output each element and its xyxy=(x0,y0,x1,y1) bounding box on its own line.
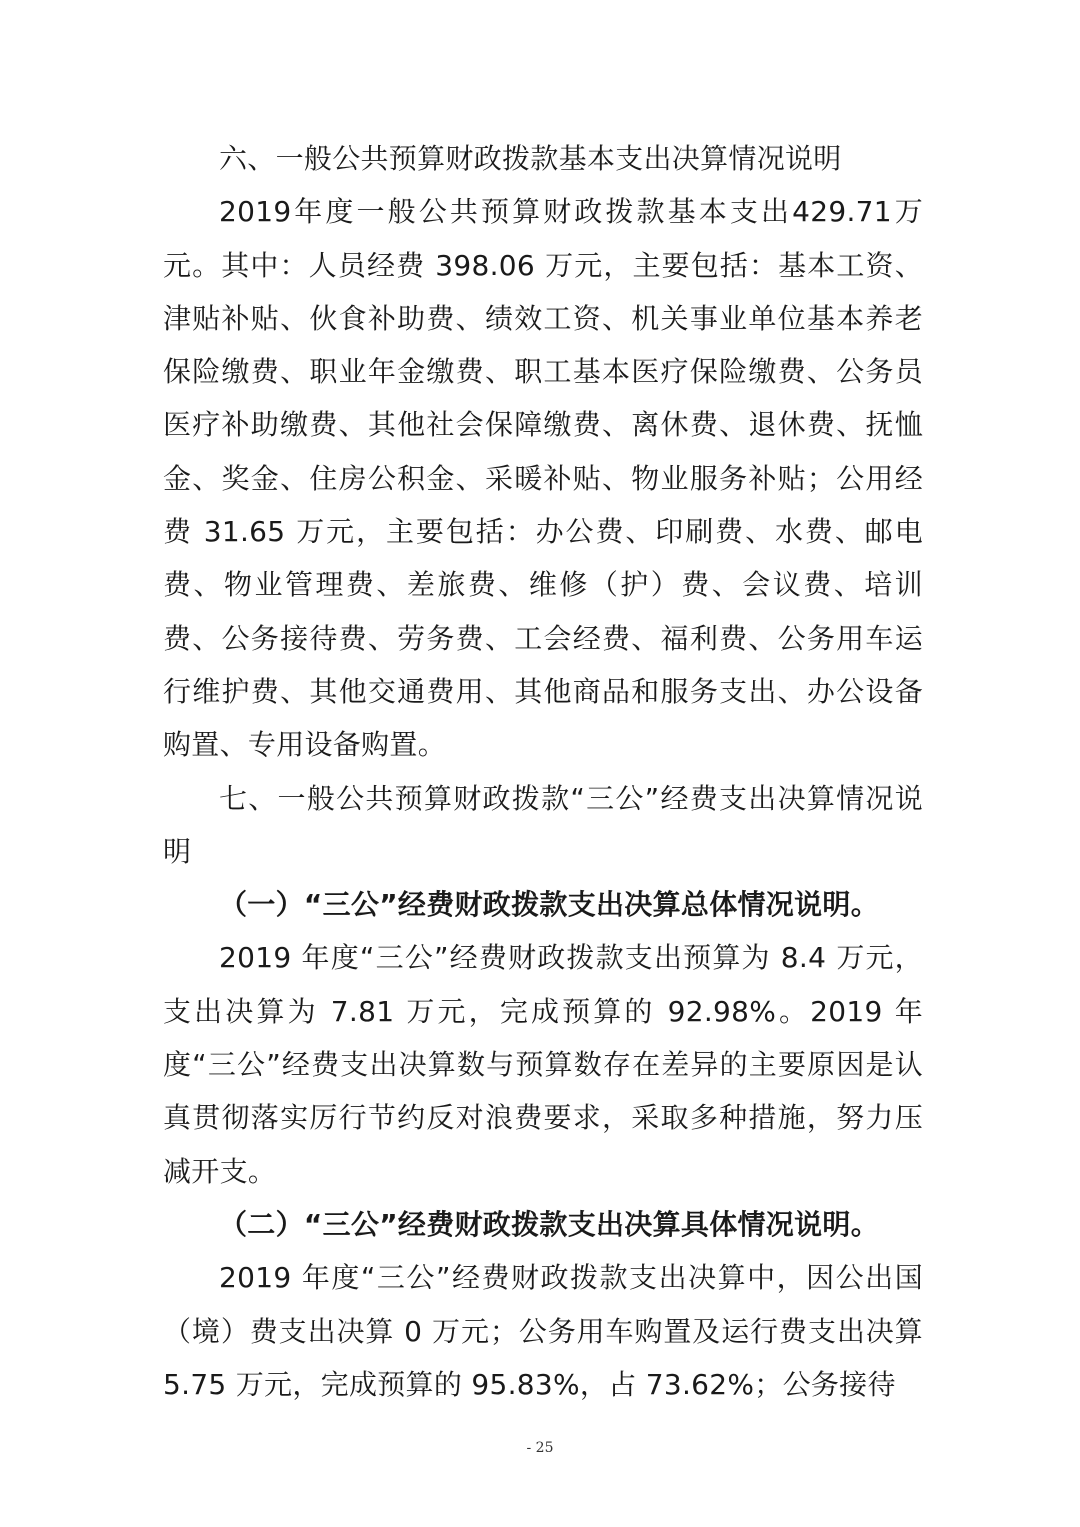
overall-summary-paragraph: 2019 年度“三公”经费财政拨款支出预算为 8.4 万元，支出决算为 7.81 万元，完成预算的 92.98%。2019 年度“三公”经费支出决算数与预算数存在差异的主要原因是认真贯彻落实厉行节约反对浪费要求，采取多种措施，努力压减开支。 xyxy=(163,941,923,1188)
subheading-overall: （一）“三公”经费财政拨款支出决算总体情况说明。 xyxy=(219,888,880,922)
subheading-specific: （二）“三公”经费财政拨款支出决算具体情况说明。 xyxy=(219,1207,880,1241)
page-number: - 25 xyxy=(526,1440,554,1456)
specific-details-paragraph: 2019 年度“三公”经费财政拨款支出决算中，因公出国（境）费支出决算 0 万元；公务用车购置及运行费支出决算 5.75 万元，完成预算的 95.83%，占 73.62%；公务接待 xyxy=(163,1261,923,1401)
section-heading-seven: 七、一般公共预算财政拨款“三公”经费支出决算情况说明 xyxy=(163,781,923,868)
section-heading-six: 六、一般公共预算财政拨款基本支出决算情况说明 xyxy=(219,142,842,175)
basic-expenditure-paragraph: 2019年度一般公共预算财政拨款基本支出429.71万元。其中：人员经费 398.06 万元，主要包括：基本工资、津贴补贴、伙食补助费、绩效工资、机关事业单位基本养老保险缴费、职业年金缴费、职工基本医疗保险缴费、公务员医疗补助缴费、其他社会保障缴费、离休费、退休费、抚恤金、奖金、住房公积金、采暖补贴、物业服务补贴；公用经费 31.65 万元，主要包括：办公费、印刷费、水费、邮电费、物业管理费、差旅费、维修（护）费、会议费、培训费、公务接待费、劳务费、工会经费、福利费、公务用车运行维护费、其他交通费用、其他商品和服务支出、办公设备购置、专用设备购置。 xyxy=(163,195,923,762)
document-body xyxy=(163,132,923,1411)
